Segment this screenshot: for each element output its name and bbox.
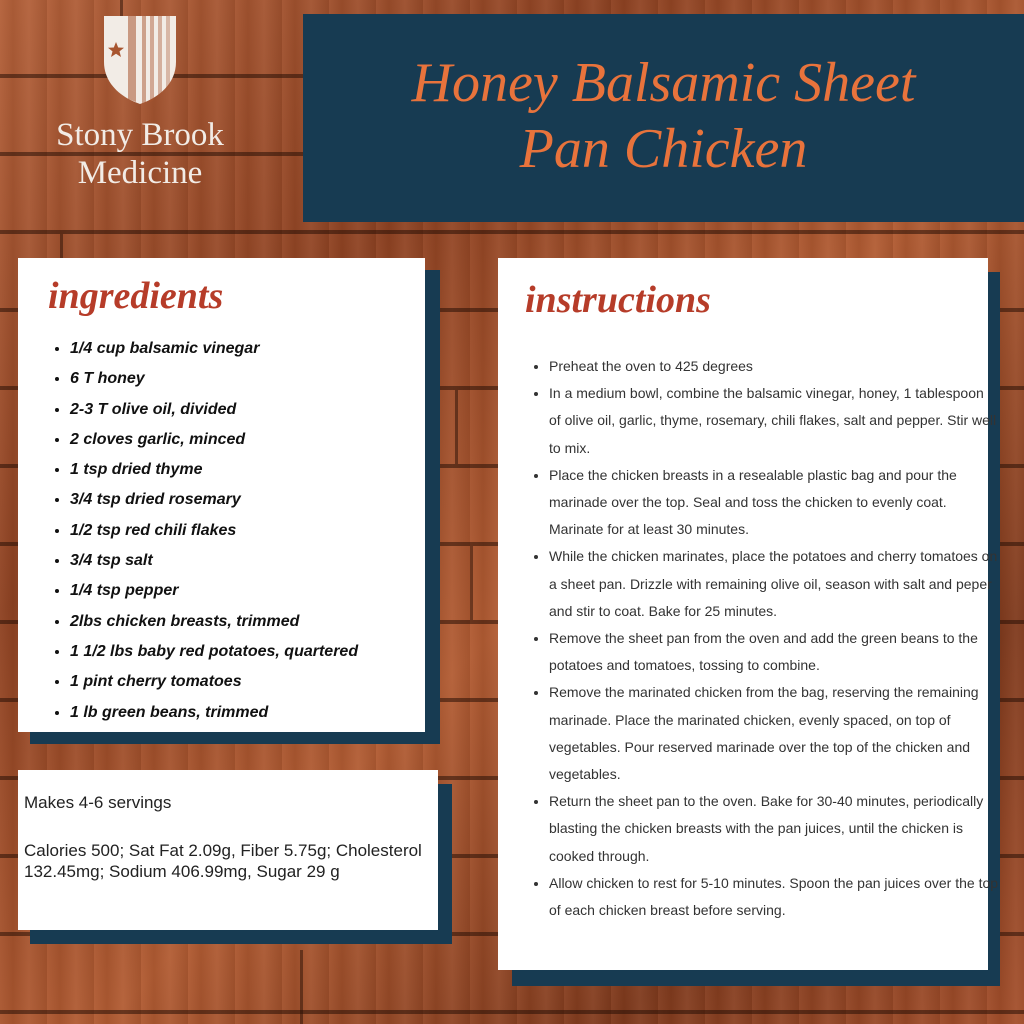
ingredient-item: • 1 pint cherry tomatoes: [70, 667, 358, 697]
ingredient-item: • 2-3 T olive oil, divided: [70, 395, 358, 425]
instruction-step: • Return the sheet pan to the oven. Bake for 30-40 minutes, periodically blasting the chicken breasts with the pan juices, until the chicken is cooked through.: [549, 788, 999, 870]
nutrition-card: [18, 770, 438, 930]
shield-icon: [102, 14, 178, 106]
ingredient-item: • 1 tsp dried thyme: [70, 455, 358, 485]
ingredient-item: • 1 1/2 lbs baby red potatoes, quartered: [70, 637, 358, 667]
ingredient-item: • 1/4 tsp pepper: [70, 576, 358, 606]
stony-brook-logo: [20, 10, 260, 200]
ingredient-item: • 3/4 tsp salt: [70, 546, 358, 576]
wood-seam: [300, 950, 303, 1024]
instruction-step: • Allow chicken to rest for 5-10 minutes. Spoon the pan juices over the top of each chicken breast before serving.: [549, 870, 999, 924]
logo-wordmark: [20, 116, 260, 192]
logo-name-line1: Stony Brook: [56, 117, 224, 153]
instruction-step: • Place the chicken breasts in a resealable plastic bag and pour the marinade over the top. Seal and toss the chicken to evenly coat. Marinate for at least 30 minutes.: [549, 462, 999, 544]
ingredient-item: • 6 T honey: [70, 364, 358, 394]
ingredient-item: • 1/2 tsp red chili flakes: [70, 516, 358, 546]
servings-text: Makes 4-6 servings: [24, 793, 172, 812]
ingredient-item: • 3/4 tsp dried rosemary: [70, 485, 358, 515]
logo-name-line2: Medicine: [77, 155, 203, 191]
ingredients-heading: ingredients: [48, 275, 224, 317]
ingredient-item: • 1 lb green beans, trimmed: [70, 698, 358, 728]
instruction-step: • While the chicken marinates, place the potatoes and cherry tomatoes on a sheet pan. Drizzle with remaining olive oil, season with salt and peper and stir to coat. Bake for 25 minutes.: [549, 543, 999, 625]
title-banner: [303, 14, 1024, 222]
instruction-step: • Preheat the oven to 425 degrees: [549, 353, 999, 380]
ingredient-item: • 2lbs chicken breasts, trimmed: [70, 607, 358, 637]
title-line1: Honey Balsamic Sheet: [411, 52, 916, 114]
page-title: [303, 50, 1024, 182]
ingredient-item: • 2 cloves garlic, minced: [70, 425, 358, 455]
instructions-card: [498, 258, 999, 970]
ingredient-item: • 1/4 cup balsamic vinegar: [70, 334, 358, 364]
instruction-step: • Remove the sheet pan from the oven and add the green beans to the potatoes and tomatoes, tossing to combine.: [549, 625, 999, 679]
wood-seam: [455, 390, 458, 464]
instruction-step: • In a medium bowl, combine the balsamic vinegar, honey, 1 tablespoon of olive oil, garlic, thyme, rosemary, chili flakes, salt and pepper. Stir well to mix.: [549, 380, 999, 462]
wood-seam: [470, 546, 473, 620]
ingredients-list: [48, 334, 358, 728]
nutrition-facts-text: Calories 500; Sat Fat 2.09g, Fiber 5.75g; Cholesterol 132.45mg; Sodium 406.99mg, Sugar 29 g: [24, 841, 422, 881]
instruction-step: • Remove the marinated chicken from the bag, reserving the remaining marinade. Place the marinated chicken, evenly spaced, on top of vegetables. Pour reserved marinade over the top of the chicken and vegetables.: [549, 679, 999, 788]
instructions-heading: instructions: [525, 279, 711, 321]
title-line2: Pan Chicken: [519, 118, 808, 180]
instructions-list: [527, 353, 999, 924]
ingredients-card: [18, 258, 425, 732]
